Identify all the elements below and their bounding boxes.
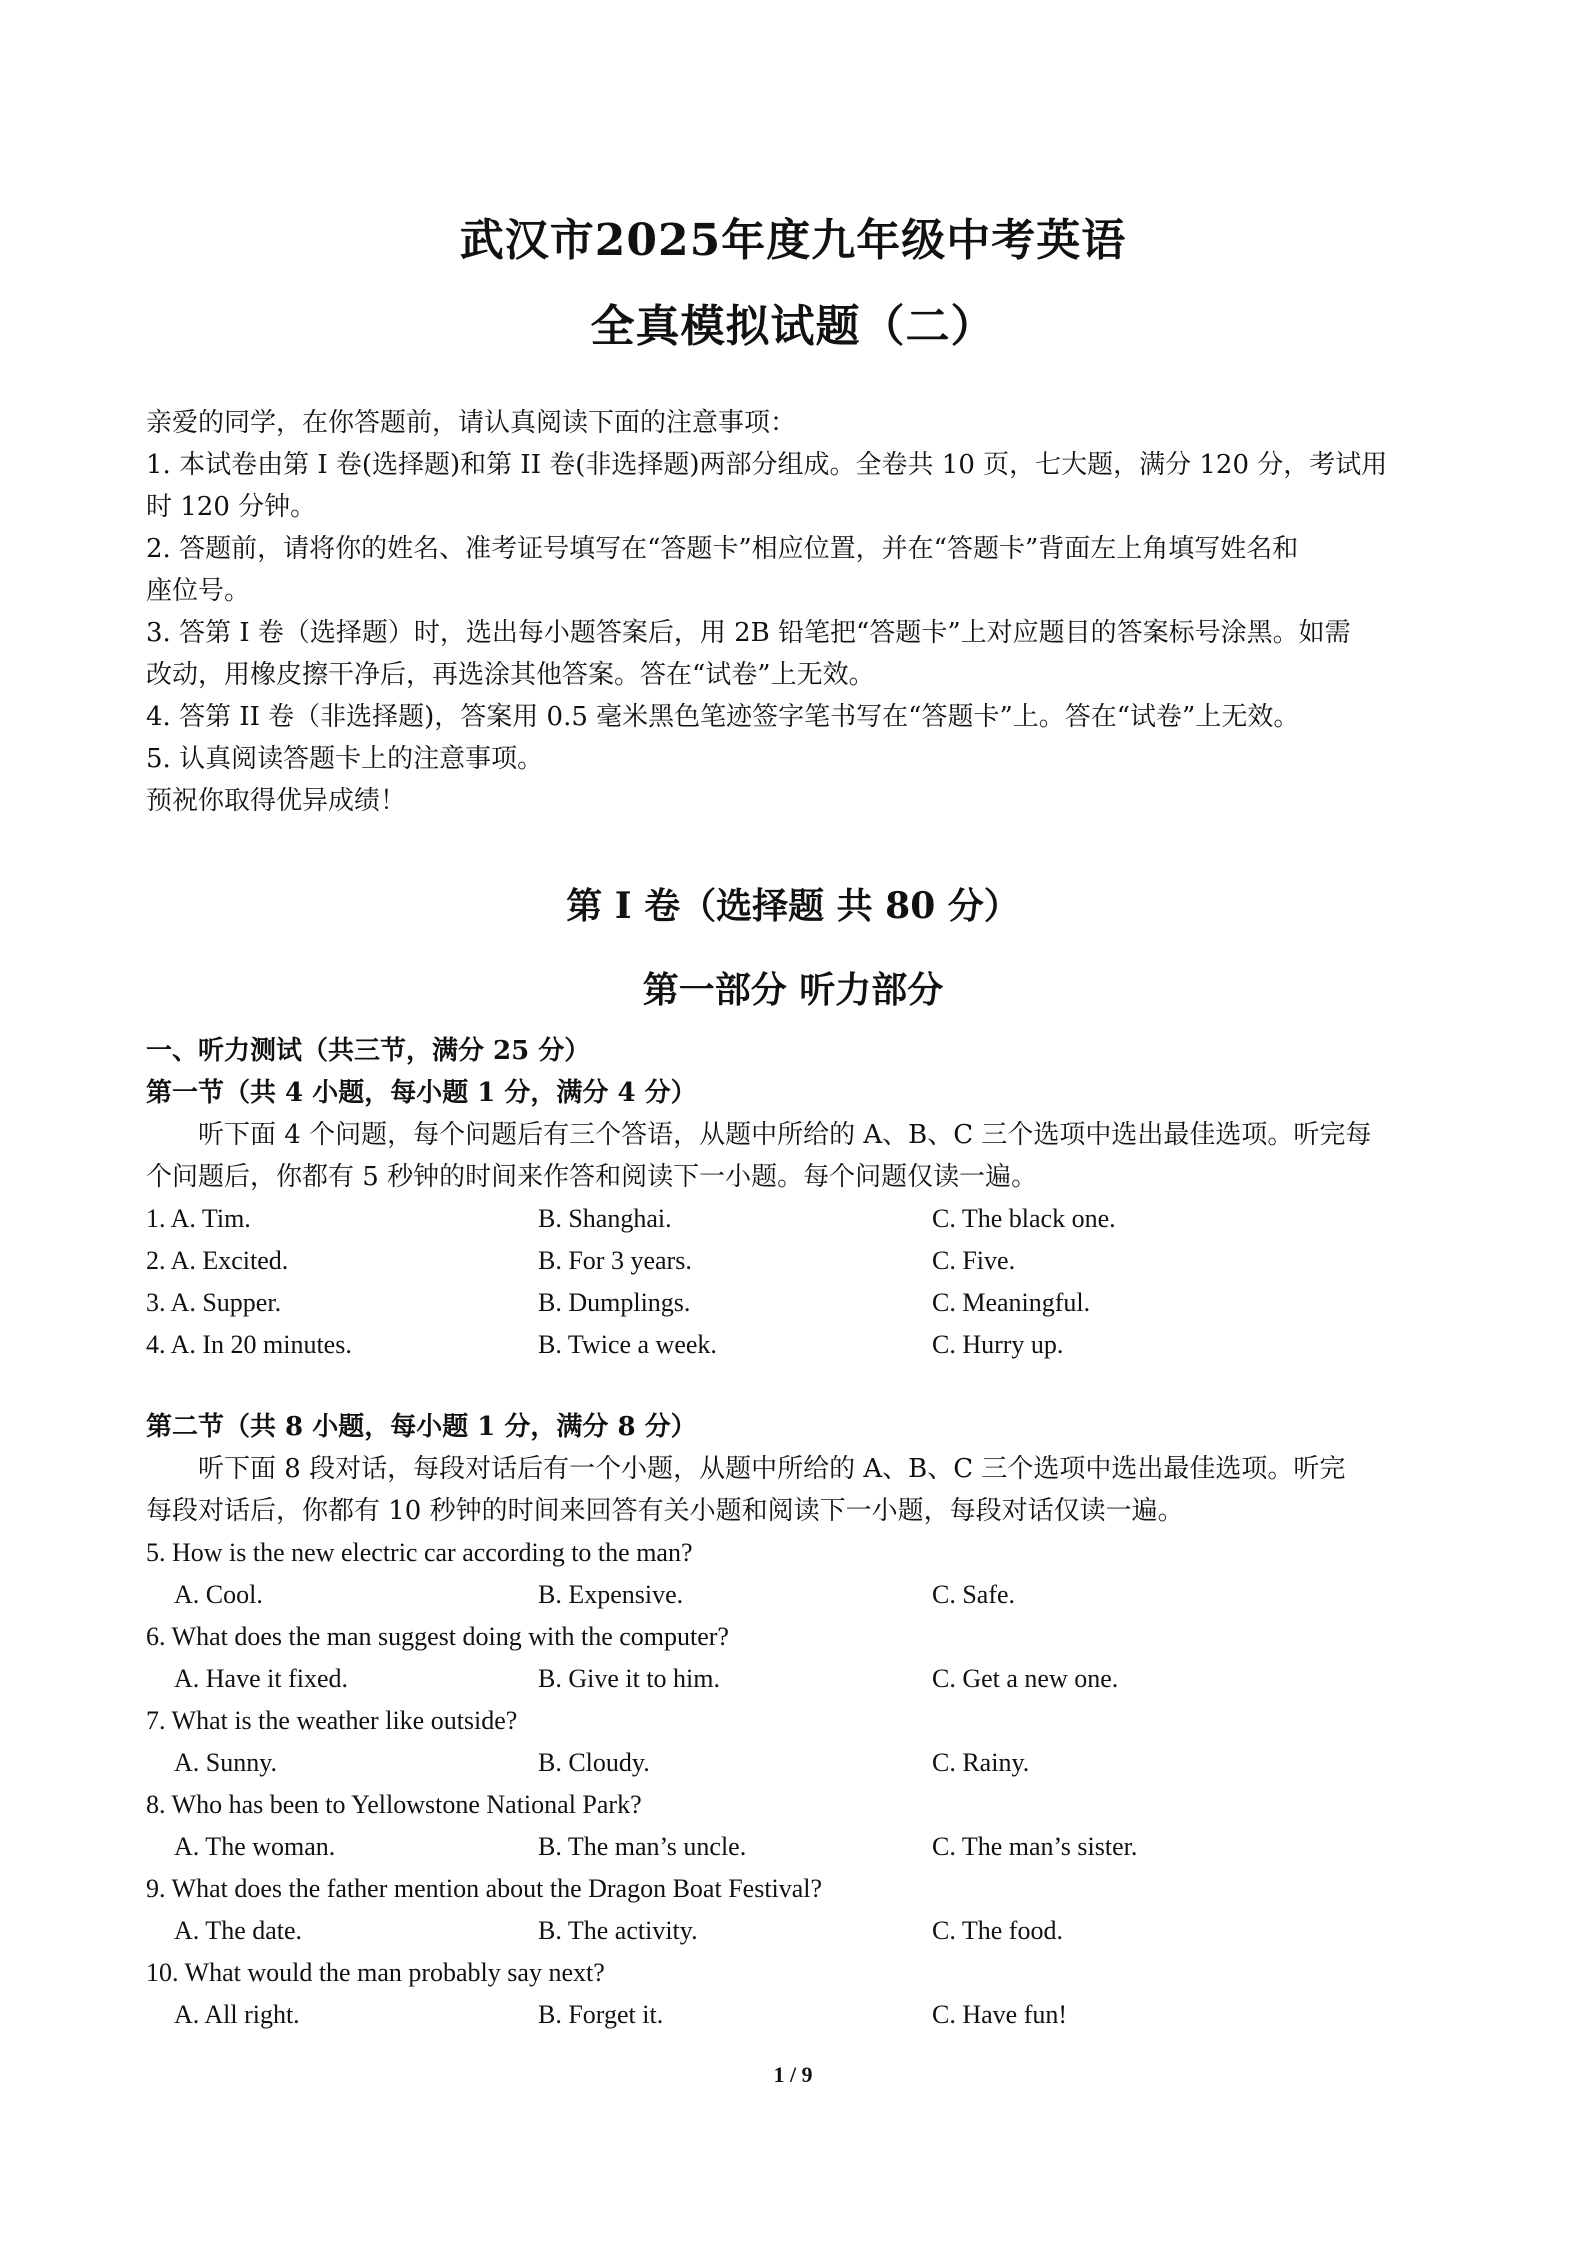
section2-title: 第二节（共 8 小题，每小题 1 分，满分 8 分） xyxy=(146,1412,697,1442)
page-number: 1 / 9 xyxy=(773,2062,813,2087)
option-a: A. Cool. xyxy=(174,1580,263,1609)
option-c: C. Get a new one. xyxy=(932,1664,1119,1693)
question-text: 5. How is the new electric car according to the man? xyxy=(146,1538,693,1567)
question-text: 6. What does the man suggest doing with the computer? xyxy=(146,1622,729,1651)
option-b: B. Dumplings. xyxy=(538,1288,691,1317)
options-row xyxy=(146,1658,1450,1700)
option-b: B. The man’s uncle. xyxy=(538,1832,747,1861)
option-a: A. The woman. xyxy=(174,1832,336,1861)
notice-line: 5. 认真阅读答题卡上的注意事项。 xyxy=(146,744,544,774)
question-stem xyxy=(146,1700,1450,1742)
exam-subtitle: 全真模拟试题（二） xyxy=(590,301,996,352)
option-b: B. Expensive. xyxy=(538,1580,684,1609)
option-b: B. Twice a week. xyxy=(538,1330,717,1359)
options-row xyxy=(146,1826,1450,1868)
option-c: C. The black one. xyxy=(932,1204,1116,1233)
notice-line: 3. 答第 I 卷（选择题）时，选出每小题答案后，用 2B 铅笔把“答题卡”上对应题目的答案标号涂黑。如需 xyxy=(146,618,1351,648)
option-a: A. All right. xyxy=(174,2000,300,2029)
instruction-line: 每段对话后，你都有 10 秒钟的时间来回答有关小题和阅读下一小题，每段对话仅读一遍。 xyxy=(146,1496,1184,1526)
option-c: C. Safe. xyxy=(932,1580,1016,1609)
question-row xyxy=(146,1198,1450,1240)
notice-line: 1. 本试卷由第 I 卷(选择题)和第 II 卷(非选择题)两部分组成。全卷共 10 页，七大题，满分 120 分，考试用 xyxy=(146,450,1388,480)
option-b: B. Give it to him. xyxy=(538,1664,720,1693)
question-stem xyxy=(146,1868,1450,1910)
question-text: 9. What does the father mention about the Dragon Boat Festival? xyxy=(146,1874,823,1903)
part-heading: 第一部分 听力部分 xyxy=(642,969,944,1011)
option-b: B. Shanghai. xyxy=(538,1204,672,1233)
question-stem xyxy=(146,1952,1450,1994)
section1-instructions xyxy=(146,1114,1450,1198)
question-row xyxy=(146,1324,1450,1366)
notice-line: 预祝你取得优异成绩！ xyxy=(146,786,407,816)
instruction-line: 听下面 8 段对话，每段对话后有一个小题，从题中所给的 A、B、C 三个选项中选出最佳选项。听完 xyxy=(198,1454,1346,1484)
option-a: 1. A. Tim. xyxy=(146,1204,251,1233)
notice-line: 2. 答题前，请将你的姓名、准考证号填写在“答题卡”相应位置，并在“答题卡”背面左上角填写姓名和 xyxy=(146,534,1299,564)
volume-heading: 第 I 卷（选择题 共 80 分） xyxy=(566,885,1020,927)
question-stem xyxy=(146,1616,1450,1658)
option-c: C. Five. xyxy=(932,1246,1016,1275)
question-text: 7. What is the weather like outside? xyxy=(146,1706,518,1735)
section2-instructions xyxy=(146,1448,1450,1532)
option-a: 4. A. In 20 minutes. xyxy=(146,1330,352,1359)
option-b: B. Cloudy. xyxy=(538,1748,650,1777)
option-a: A. The date. xyxy=(174,1916,303,1945)
option-c: C. The man’s sister. xyxy=(932,1832,1138,1861)
option-a: 3. A. Supper. xyxy=(146,1288,282,1317)
options-row xyxy=(146,1994,1450,2036)
listening-title: 一、听力测试（共三节，满分 25 分） xyxy=(146,1036,591,1066)
question-stem xyxy=(146,1784,1450,1826)
section1-title: 第一节（共 4 小题，每小题 1 分，满分 4 分） xyxy=(146,1078,697,1108)
options-row xyxy=(146,1574,1450,1616)
option-c: C. Have fun! xyxy=(932,2000,1068,2029)
option-c: C. Hurry up. xyxy=(932,1330,1064,1359)
question-row xyxy=(146,1240,1450,1282)
options-row xyxy=(146,1742,1450,1784)
option-c: C. Meaningful. xyxy=(932,1288,1091,1317)
notice-line: 时 120 分钟。 xyxy=(146,492,317,522)
question-row xyxy=(146,1282,1450,1324)
option-a: A. Sunny. xyxy=(174,1748,278,1777)
option-b: B. Forget it. xyxy=(538,2000,664,2029)
notice-line: 亲爱的同学，在你答题前，请认真阅读下面的注意事项： xyxy=(146,408,797,438)
options-row xyxy=(146,1910,1450,1952)
instruction-line: 听下面 4 个问题，每个问题后有三个答语，从题中所给的 A、B、C 三个选项中选出最佳选项。听完每 xyxy=(198,1120,1372,1150)
notice-block xyxy=(146,402,1450,822)
option-c: C. The food. xyxy=(932,1916,1063,1945)
notice-line: 座位号。 xyxy=(146,576,251,606)
question-stem xyxy=(146,1532,1450,1574)
option-a: A. Have it fixed. xyxy=(174,1664,349,1693)
option-a: 2. A. Excited. xyxy=(146,1246,289,1275)
question-text: 10. What would the man probably say next? xyxy=(146,1958,605,1987)
option-c: C. Rainy. xyxy=(932,1748,1030,1777)
option-b: B. The activity. xyxy=(538,1916,698,1945)
notice-line: 4. 答第 II 卷（非选择题)，答案用 0.5 毫米黑色笔迹签字笔书写在“答题卡”上。答在“试卷”上无效。 xyxy=(146,702,1300,732)
notice-line: 改动，用橡皮擦干净后，再选涂其他答案。答在“试卷”上无效。 xyxy=(146,660,875,690)
question-text: 8. Who has been to Yellowstone National Park? xyxy=(146,1790,642,1819)
exam-title: 武汉市2025年度九年级中考英语 xyxy=(459,215,1127,266)
option-b: B. For 3 years. xyxy=(538,1246,692,1275)
instruction-line: 个问题后，你都有 5 秒钟的时间来作答和阅读下一小题。每个问题仅读一遍。 xyxy=(146,1162,1038,1192)
